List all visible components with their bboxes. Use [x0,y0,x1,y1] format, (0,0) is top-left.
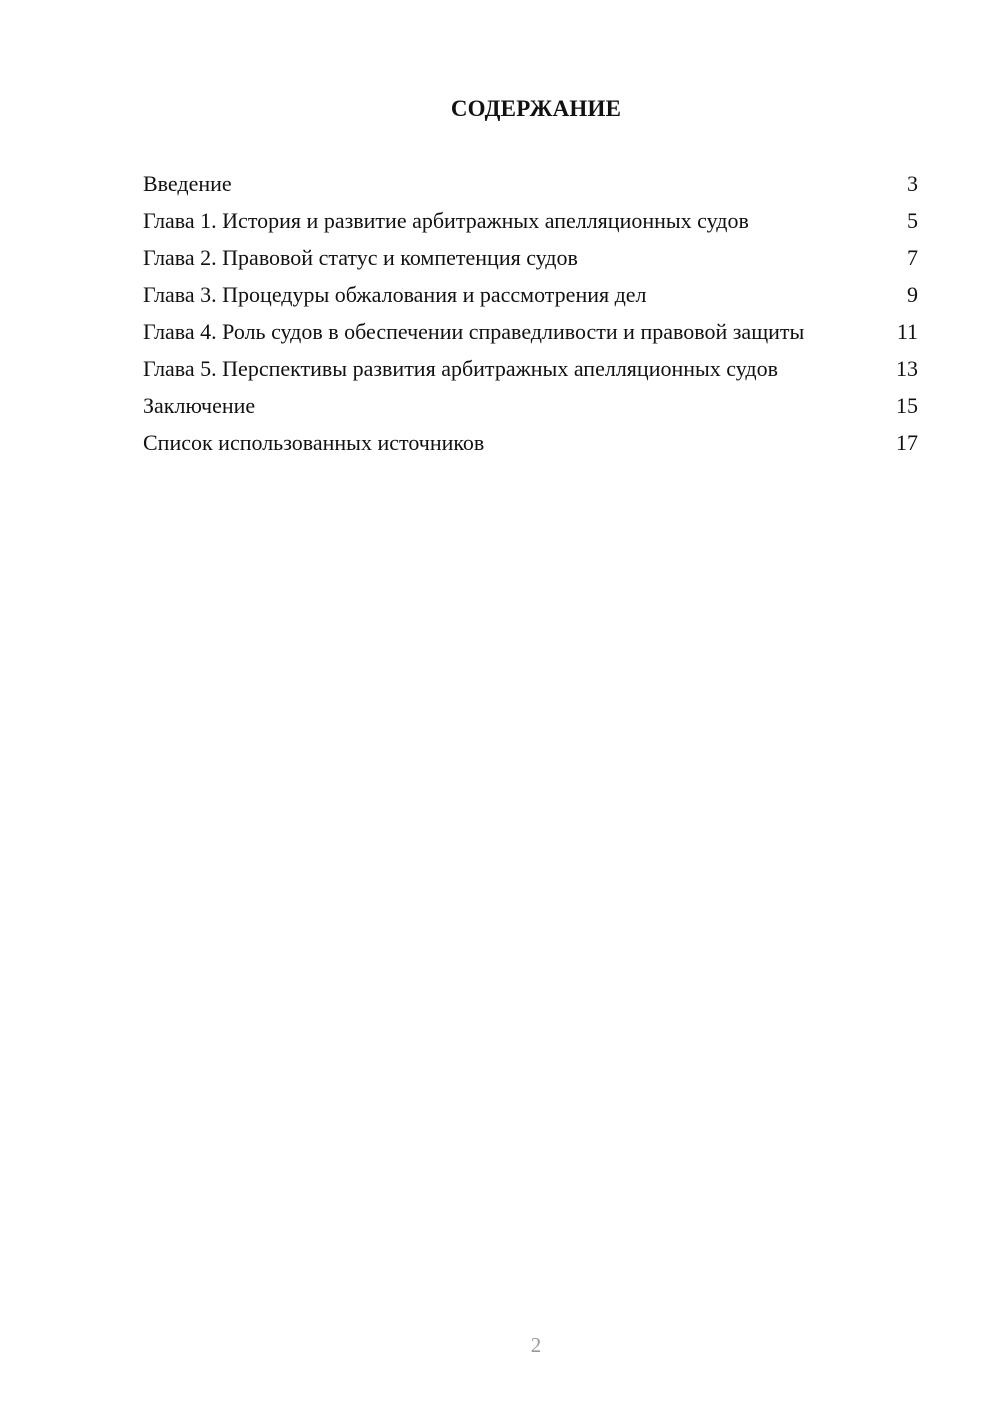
toc-entry-chapter-3 [143,281,918,309]
table-of-contents [143,170,918,466]
toc-entry-page: 5 [907,208,918,233]
toc-entry-references [143,429,918,457]
toc-entry-title: Глава 5. Перспективы развития арбитражных апелляционных судов [143,356,778,381]
toc-entry-title: Глава 4. Роль судов в обеспечении справедливости и правовой защиты [143,319,805,344]
toc-entry-title: Заключение [143,393,256,418]
toc-entry-page: 13 [896,356,918,381]
toc-entry-page: 17 [896,430,918,455]
toc-entry-title: Глава 1. История и развитие арбитражных апелляционных судов [143,208,749,233]
toc-entry-chapter-5 [143,355,918,383]
toc-entry-page: 7 [907,245,918,270]
toc-entry-title: Глава 3. Процедуры обжалования и рассмотрения дел [143,282,647,307]
toc-entry-page: 9 [907,282,918,307]
toc-entry-title: Введение [143,171,232,196]
toc-entry-chapter-1 [143,207,918,235]
toc-entry-chapter-4 [143,318,918,346]
toc-entry-title: Глава 2. Правовой статус и компетенция судов [143,245,578,270]
toc-entry-page: 3 [907,171,918,196]
toc-entry-introduction [143,170,918,198]
page-title: СОДЕРЖАНИЕ [450,96,622,121]
toc-entry-title: Список использованных источников [143,430,485,455]
toc-entry-conclusion [143,392,918,420]
toc-entry-page: 11 [896,319,918,344]
toc-entry-chapter-2 [143,244,918,272]
toc-entry-page: 15 [896,393,918,418]
page-number: 2 [530,1333,542,1357]
